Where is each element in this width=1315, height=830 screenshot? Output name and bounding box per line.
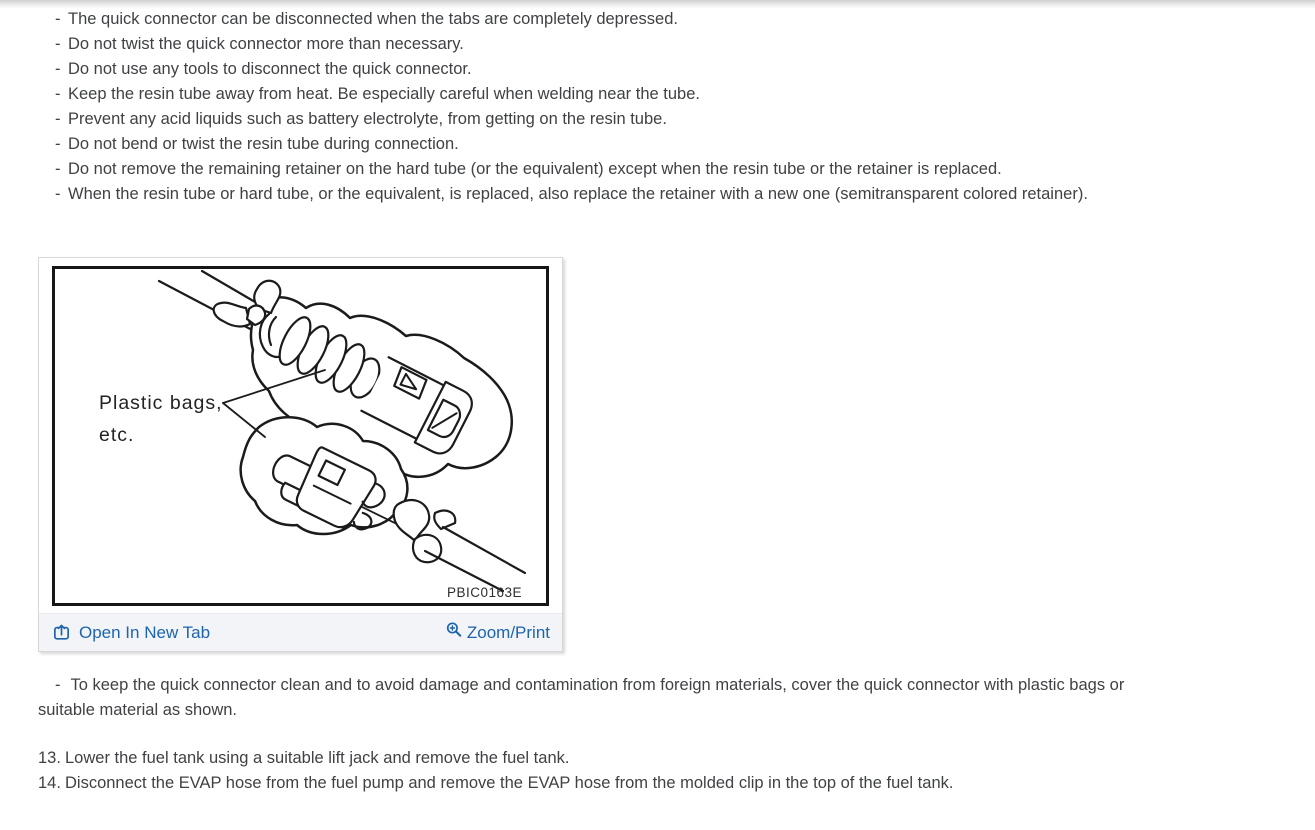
note-bullet: - bbox=[55, 85, 61, 103]
note-bullet: - bbox=[55, 10, 61, 28]
note-text: Do not remove the remaining retainer on the hard tube (or the equivalent) except when the resin tube or the retainer is replaced. bbox=[68, 160, 1002, 178]
note-paragraph-line1 bbox=[38, 673, 1288, 698]
open-in-new-tab-label: Open In New Tab bbox=[79, 622, 211, 642]
note-bullet: - bbox=[55, 60, 61, 78]
zoom-icon bbox=[445, 621, 463, 639]
label-leader-line bbox=[223, 403, 265, 437]
note-item bbox=[0, 7, 1315, 32]
procedure-steps bbox=[38, 746, 1288, 796]
step-item bbox=[38, 746, 1288, 771]
note-item bbox=[0, 32, 1315, 57]
note-text: Do not bend or twist the resin tube during connection. bbox=[68, 135, 459, 153]
figure-label-line1: Plastic bags, bbox=[99, 392, 223, 414]
note-text: When the resin tube or hard tube, or the equivalent, is replaced, also replace the retainer with a new one (semitransparent colored retainer). bbox=[68, 185, 1088, 203]
note-bullet: - bbox=[55, 135, 61, 153]
note-text: Keep the resin tube away from heat. Be especially careful when welding near the tube. bbox=[68, 85, 700, 103]
precaution-notes-list bbox=[0, 7, 1315, 207]
note-text: Do not use any tools to disconnect the quick connector. bbox=[68, 60, 472, 78]
note-paragraph-text: To keep the quick connector clean and to avoid damage and contamination from foreign materials, cover the quick connector with plastic bags or bbox=[70, 676, 1125, 694]
note-text: Do not twist the quick connector more than necessary. bbox=[68, 35, 464, 53]
bag-tie-flap bbox=[434, 511, 455, 529]
figure-card bbox=[38, 257, 563, 652]
note-item bbox=[0, 157, 1315, 182]
note-bullet: - bbox=[55, 676, 61, 694]
zoom-print-label: Zoom/Print bbox=[466, 622, 550, 642]
step-number: 13. bbox=[38, 749, 61, 767]
note-text: The quick connector can be disconnected when the tabs are completely depressed. bbox=[68, 10, 678, 28]
note-item bbox=[0, 57, 1315, 82]
figure-actions-bar bbox=[39, 613, 562, 651]
quick-connector-illustration bbox=[55, 269, 546, 603]
step-item bbox=[38, 771, 1288, 796]
note-item bbox=[0, 107, 1315, 132]
note-bullet: - bbox=[55, 160, 61, 178]
zoom-print-link[interactable] bbox=[445, 623, 550, 643]
note-text: Prevent any acid liquids such as battery electrolyte, from getting on the resin tube. bbox=[68, 110, 667, 128]
note-paragraph-line2: suitable material as shown. bbox=[38, 701, 238, 719]
bag-tie-flap bbox=[214, 303, 250, 327]
note-bullet: - bbox=[55, 110, 61, 128]
figure-label-line2: etc. bbox=[99, 424, 135, 446]
step-number: 14. bbox=[38, 774, 61, 792]
step-text: Disconnect the EVAP hose from the fuel pump and remove the EVAP hose from the molded clip in the top of the fuel tank. bbox=[65, 774, 954, 792]
figure-frame bbox=[52, 266, 549, 606]
figure-code: PBIC0163E bbox=[446, 585, 522, 600]
open-in-new-tab-link[interactable] bbox=[52, 623, 210, 643]
note-item bbox=[0, 132, 1315, 157]
note-bullet: - bbox=[55, 35, 61, 53]
step-text: Lower the fuel tank using a suitable lift jack and remove the fuel tank. bbox=[65, 749, 570, 767]
note-bullet: - bbox=[55, 185, 61, 203]
note-item bbox=[0, 82, 1315, 107]
open-in-new-tab-icon bbox=[52, 623, 71, 642]
note-item bbox=[0, 182, 1315, 207]
